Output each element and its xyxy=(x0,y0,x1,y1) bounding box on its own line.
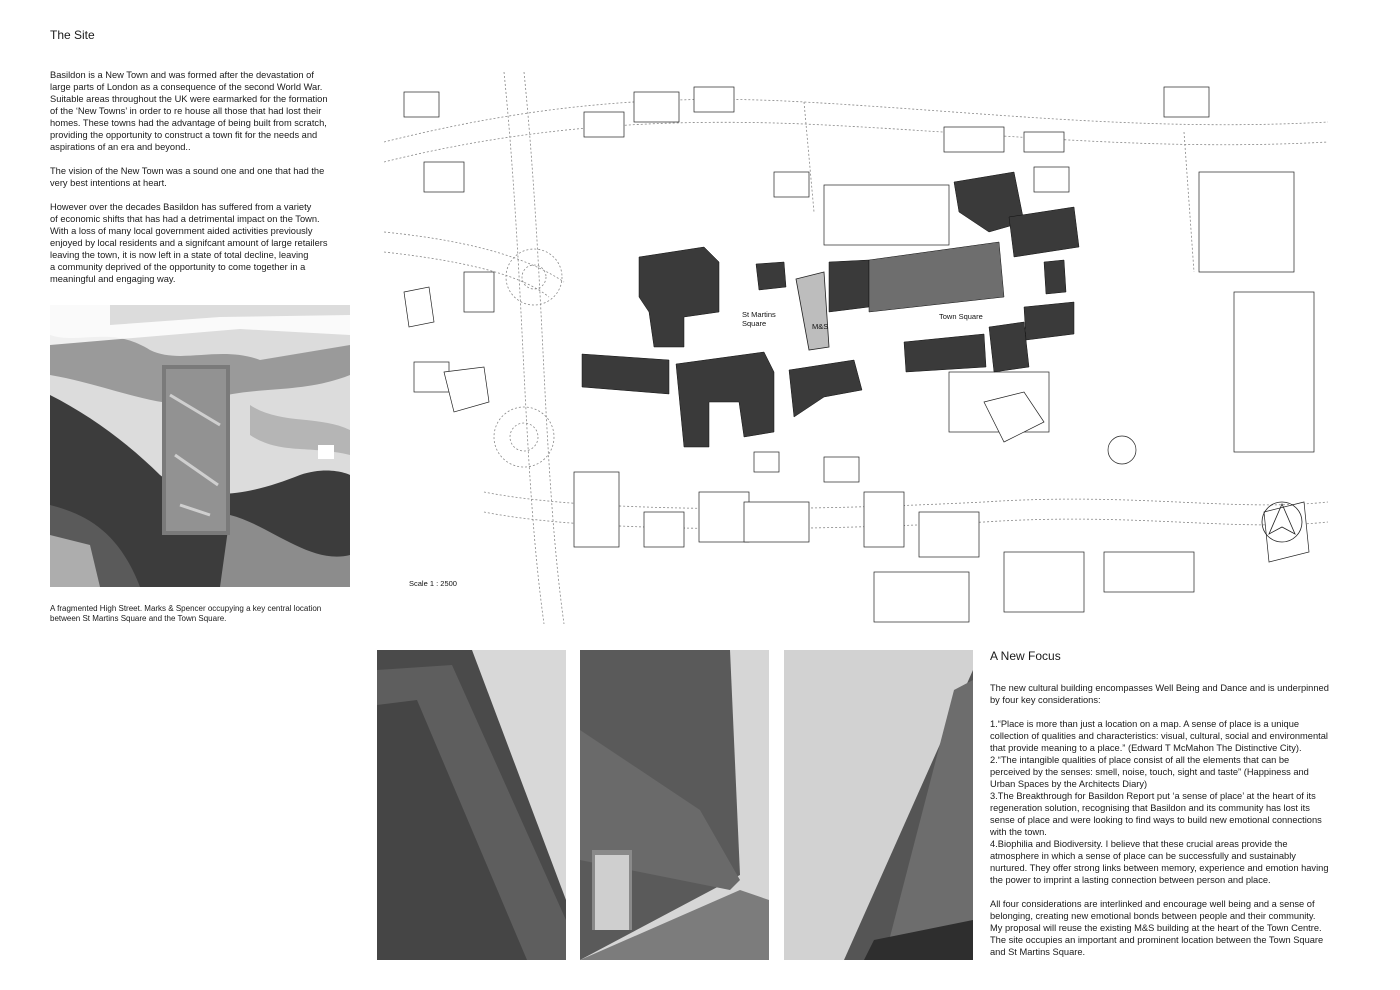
focus-intro: The new cultural building encompasses Well Being and Dance and is underpinned by four key considerations: xyxy=(990,683,1329,705)
site-paragraph: However over the decades Basildon has suffered from a variety of economic shifts that has had a detrimental impact on the Town. With a loss of many local government aided activities previously enjoyed by local residents and a signifcant amount of large retailers leaving the town, it is now left in a state of total decline, leaving a community deprived of the opportunity to come together in a meaningful and engaging way. xyxy=(50,202,328,284)
focus-text xyxy=(990,682,1370,970)
street-photo-1 xyxy=(377,650,566,960)
map-scale: Scale 1 : 2500 xyxy=(409,579,457,588)
focus-point: 1.“Place is more than just a location on a map. A sense of place is a unique collection of qualities and characteristics: visual, cultural, social and environmental that provide meaning to a place.” (Edward T McMahon The Distinctive City). xyxy=(990,719,1328,753)
label-st-martins-line1: St Martins xyxy=(742,310,776,319)
street-photo-3 xyxy=(784,650,973,960)
site-plan-map xyxy=(384,72,1328,624)
collage-caption: A fragmented High Street. Marks & Spencer occupying a key central location between St Martins Square and the Town Square. xyxy=(50,604,322,623)
focus-point: 2.“The intangible qualities of place consist of all the elements that can be perceived by the senses: smell, noise, touch, sight and taste” (Happiness and Urban Spaces by the Architects Diary) xyxy=(990,755,1309,789)
site-paragraph: Basildon is a New Town and was formed after the devastation of large parts of London as a consequence of the second World War. Suitable areas throughout the UK were earmarked for the formation of the ‘New Towns’ in order to re house all those that had lost their homes. These towns had the advantage of being built from scratch, providing the opportunity to construct a town fit for the needs and aspirations of an era and beyond.. xyxy=(50,70,328,152)
label-town-square: Town Square xyxy=(939,312,983,321)
focus-heading: A New Focus xyxy=(990,649,1061,663)
street-photo-2 xyxy=(580,650,769,960)
focus-points xyxy=(990,718,1370,886)
focus-point: 4.Biophilia and Biodiversity. I believe that these crucial areas provide the atmosphere in which a sense of place can be successfully and sustainably nurtured. They offer strong links between memory, experience and emotion having the power to imprint a lasting connection between person and place. xyxy=(990,839,1329,885)
site-text xyxy=(50,69,370,297)
fragmented-map-collage xyxy=(50,305,350,587)
focus-closing: All four considerations are interlinked and encourage well being and a sense of belonging, creating new emotional bonds between people and their community. My proposal will reuse the existing M&S building at the heart of the Town Centre. The site occupies an important and prominent location between the Town Square and St Martins Square. xyxy=(990,899,1324,957)
label-ms: M&S xyxy=(812,322,829,331)
focus-point: 3.The Breakthrough for Basildon Report put ‘a sense of place’ at the heart of its regeneration solution, recognising that Basildon and its community has lost its sense of place and were looking to find ways to build new emotional connections with the town. xyxy=(990,791,1322,837)
site-paragraph: The vision of the New Town was a sound one and one that had the very best intentions at heart. xyxy=(50,166,325,188)
label-st-martins-line2: Square xyxy=(742,319,767,328)
site-heading: The Site xyxy=(50,28,95,42)
